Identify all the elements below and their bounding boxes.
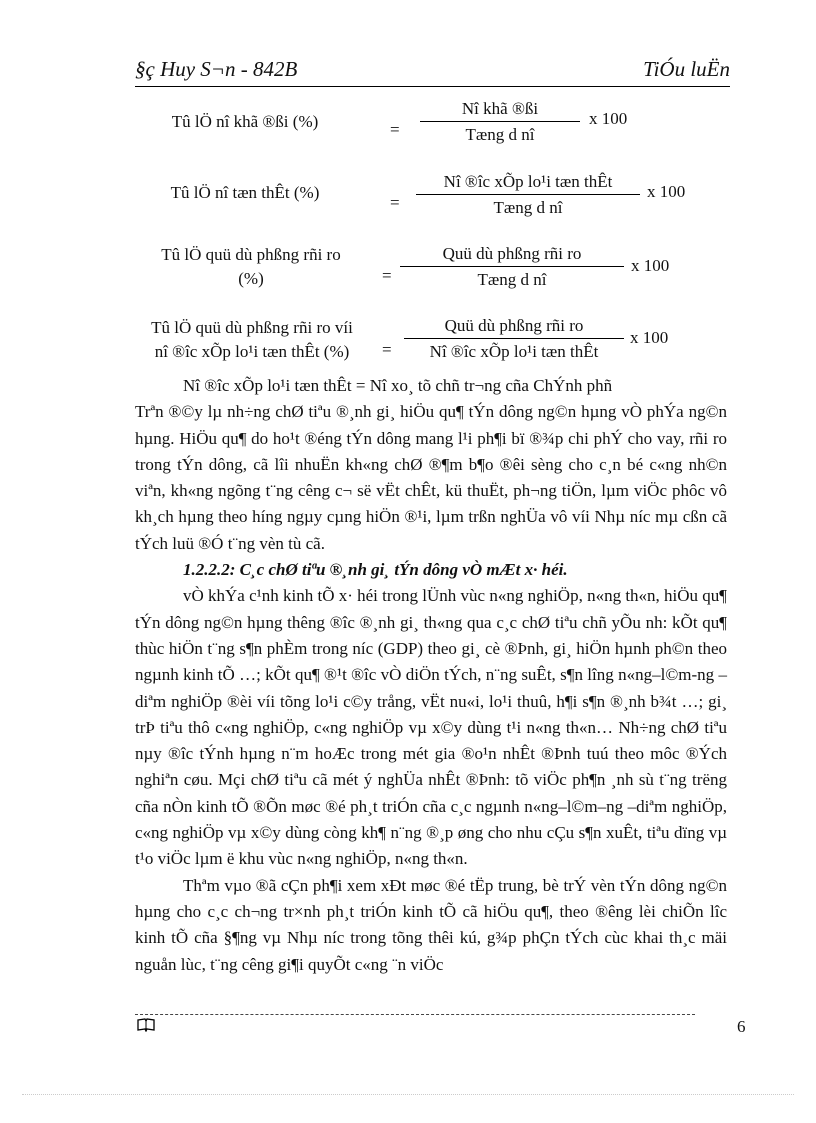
formula-4-label-line2: nî ®îc xÕp lo¹i tæn thÊt (%) — [154, 342, 350, 361]
paragraph-bank-side: Trªn ®©y lµ nh÷ng chØ tiªu ®¸nh gi¸ hiÖu qu¶ tÝn dông ng©n hµng vÒ phÝa ng©n hµng. HiÖu qu¶ do ho¹t ®éng tÝn dông mang l¹i ph¶i bï ®¾p chi phÝ cho vay, rñi ro trong tÝn dông, cã lîi nhuËn kh«ng chØ ®¶m b¶o ®êi sèng cho c¸n bé c«ng nh©n viªn, kh«ng ngõng t¨ng cêng c¬ së vËt chÊt, kü thuËt, ph¬ng tiÖn, lµm viÖc phôc vô kh¸ch hµng theo híng ngµy cµng hiÖn ®¹i, lµm trßn nghÜa vô víi Nhµ níc mµ cßn cã tÝch luü ®Ó t¨ng vèn tù cã. — [135, 402, 727, 553]
formula-1-label: Tû lÖ nî khã ®ßi (%) — [171, 112, 319, 131]
footer-rule — [135, 1014, 695, 1015]
formula-2-numerator: Nî ®îc xÕp lo¹i tæn thÊt — [443, 172, 613, 191]
section-heading: 1.2.2.2: C¸c chØ tiªu ®¸nh gi¸ tÝn dông vÒ mÆt x· héi. — [183, 560, 568, 580]
formula-3-fraction — [400, 243, 624, 291]
body-text — [135, 373, 727, 978]
page-header — [135, 54, 730, 87]
formula-4-numerator: Quü dù phßng rñi ro — [444, 316, 584, 335]
book-icon — [137, 1018, 155, 1037]
formula-2-denominator: Tæng d nî — [493, 198, 563, 217]
formula-3-numerator: Quü dù phßng rñi ro — [442, 244, 582, 263]
formula-1-multiplier: x 100 — [589, 109, 628, 128]
page-bottom-divider — [22, 1094, 794, 1095]
formula-3-label-line1: Tû lÖ quü dù phßng rñi ro — [161, 245, 341, 264]
formula-1-numerator: Nî khã ®ßi — [461, 99, 539, 118]
formula-2-multiplier: x 100 — [647, 182, 686, 201]
formula-1-equals: = — [390, 120, 400, 139]
formula-1-fraction — [420, 98, 580, 146]
formula-4-equals: = — [382, 340, 392, 359]
paragraph-concentration: Thªm vµo ®ã cÇn ph¶i xem xÐt møc ®é tËp trung, bè trÝ vèn tÝn dông ng©n hµng cho c¸c ch¬ng tr×nh ph¸t triÓn kinh tÕ cã hiÖu qu¶, theo ®êng lèi chiÕn lîc kinh tÕ cña §¶ng vµ Nhµ níc trong tõng thêi kú, g¾p phÇn tÝch cùc khai th¸c mäi nguån lùc, t¨ng cêng gi¶i quyÕt c«ng ¨n viÖc — [135, 875, 727, 974]
paragraph-social-aspect: vÒ khÝa c¹nh kinh tÕ x· héi trong lÜnh vùc n«ng nghiÖp, n«ng th«n, hiÖu qu¶ tÝn dông ng©n hµng thêng ®îc ®¸nh gi¸ th«ng qua c¸c chØ tiªu chñ yÕu nh: kÕt qu¶ thùc hiÖn t¨ng s¶n phÈm trong níc (GDP) theo gi¸ cè ®Þnh, gi¸ hiÖn hµnh ph©n theo ngµnh kinh tÕ …; kÕt qu¶ ®¹t ®îc vÒ diÖn tÝch, n¨ng suÊt, s¶n lîng n«ng–l©m-ng –diªm nghiÖp ®èi víi tõng lo¹i c©y trång, vËt nu«i, lo¹i thuû, h¶i s¶n ®¸nh b¾t …; gi¸ trÞ tiªu thô c«ng nghiÖp, c«ng nghiÖp vµ x©y dùng t¹i n«ng th«n… Nh÷ng chØ tiªu nµy ®îc tÝnh hµng n¨m hoÆc trong mét gia ®o¹n nhÊt ®Þnh tuú theo môc ®Ých nghiªn cøu. Mçi chØ tiªu cã mét ý nghÜa nhÊt ®Þnh: tõ viÖc ph¶n ¸nh sù t¨ng trëng cña nÒn kinh tÕ ®Õn møc ®é ph¸t triÓn cña c¸c ngµnh n«ng–l©m–ng –diªm nghiÖp, c«ng nghiÖp vµ x©y dùng còng kh¶ n¨ng ®¸p øng cho nhu cÇu s¶n xuÊt, tiªu dïng vµ t¹o viÖc lµm ë khu vùc n«ng nghiÖp, n«ng th«n. — [135, 586, 727, 869]
formula-3-multiplier: x 100 — [631, 256, 670, 275]
formula-4-multiplier: x 100 — [630, 328, 669, 347]
page-number: 6 — [737, 1017, 746, 1036]
formula-4-label — [132, 316, 372, 364]
formula-3-label-line2: (%) — [238, 269, 264, 288]
header-doc-type: TiÓu luËn — [643, 57, 730, 81]
formula-1-denominator: Tæng d nî — [465, 125, 535, 144]
formula-3-label — [142, 243, 360, 291]
paragraph-definition: Nî ®îc xÕp lo¹i tæn thÊt = Nî xo¸ tõ chñ tr¬ng cña ChÝnh phñ — [183, 376, 613, 395]
formula-2-equals: = — [390, 193, 400, 212]
formula-4-denominator: Nî ®îc xÕp lo¹i tæn thÊt — [429, 342, 599, 361]
formula-3-denominator: Tæng d nî — [477, 270, 547, 289]
header-author: §ç Huy S¬n - 842B — [135, 57, 298, 81]
formula-2-label: Tû lÖ nî tæn thÊt (%) — [170, 183, 320, 202]
formula-2-fraction — [416, 171, 640, 219]
formula-3-equals: = — [382, 266, 392, 285]
formula-4-fraction — [404, 315, 624, 363]
formula-4-label-line1: Tû lÖ quü dù phßng rñi ro víi — [151, 318, 353, 337]
